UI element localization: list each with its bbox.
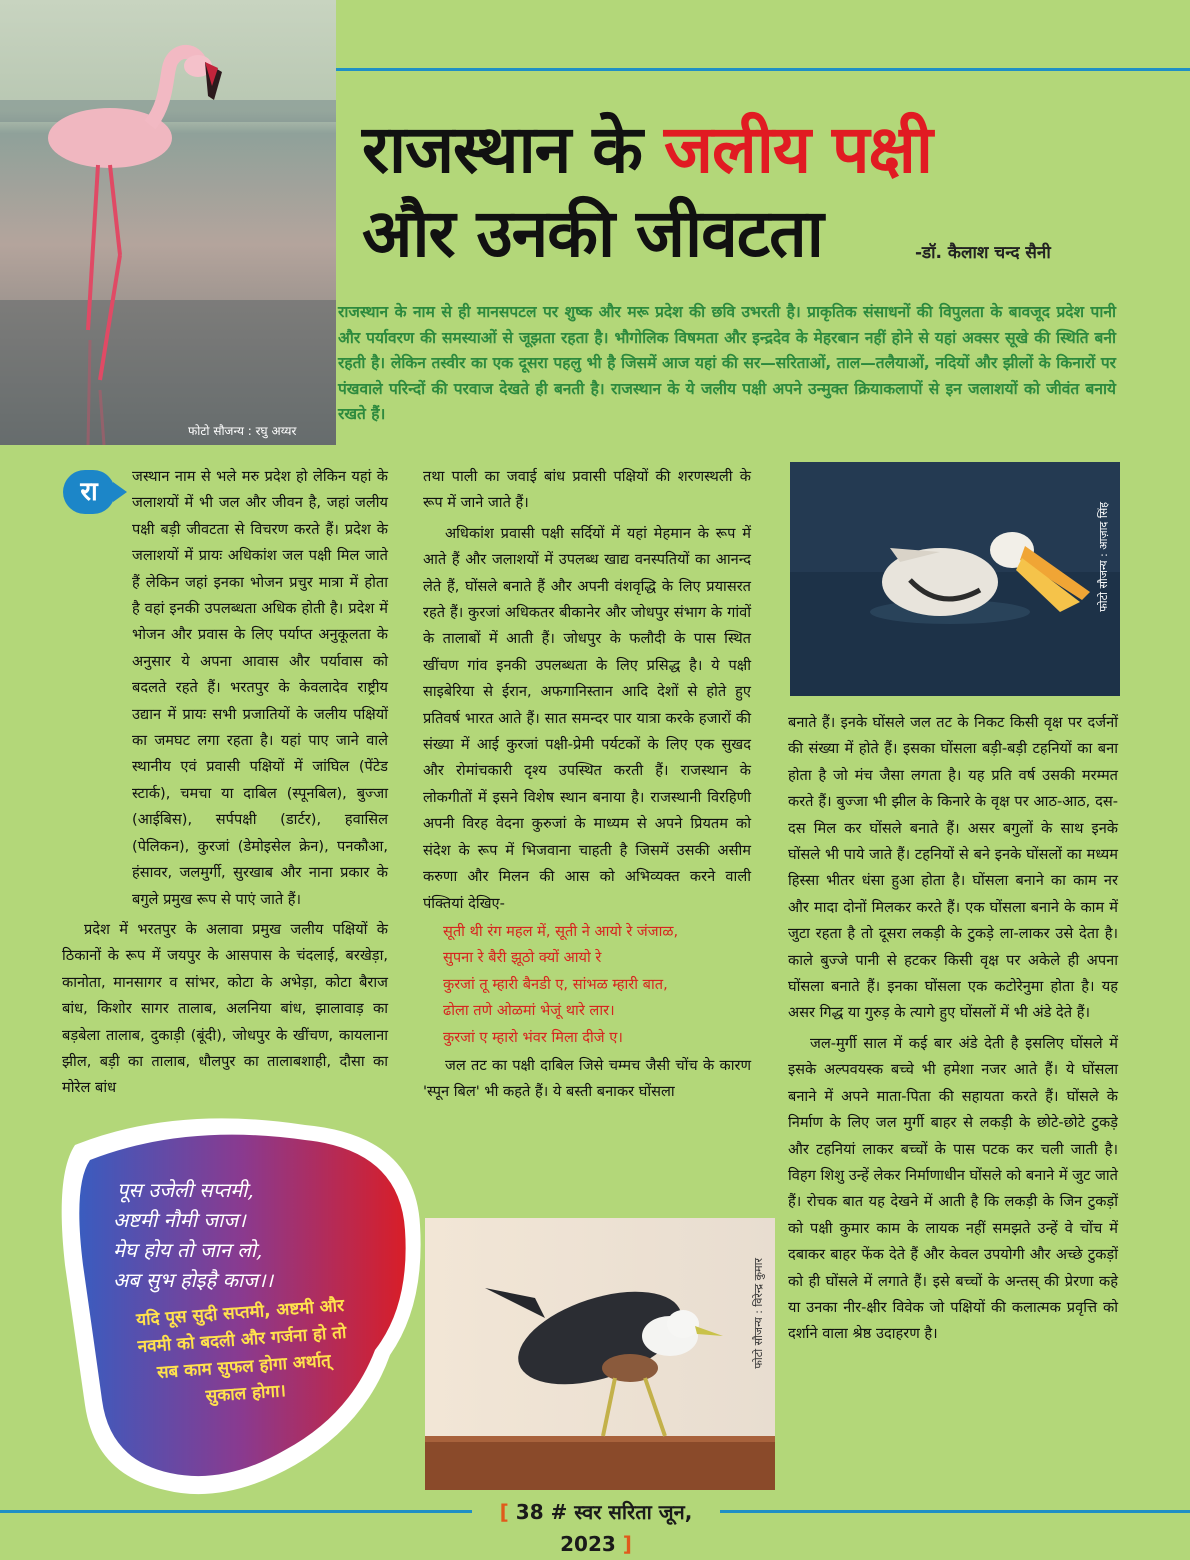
flamingo-photo (0, 0, 336, 445)
proverb-box (55, 1105, 435, 1525)
proverb-verse-line: मेघ होय तो जान लो, (113, 1238, 263, 1262)
author-byline: -डॉ. कैलाश चन्द सैनी (915, 243, 1051, 263)
col1-paragraph-1: जस्थान नाम से भले मरु प्रदेश हो लेकिन यहां के जलाशयों में भी जल और जीवन है, जहां जलीय पक्षी बड़ी जीवटता से विचरण करते हैं। प्रदेश के जलाशयों में प्रायः अधिकांश जल पक्षी मिल जाते हैं लेकिन जहां इनका भोजन प्रचुर मात्रा में होता है वहां इनकी उपलब्धता अधिक होती है। प्रदेश में भोजन और प्रवास के लिए पर्याप्त अनुकूलता के अनुसार ये अपना आवास और पर्यावास को बदलते रहते हैं। भरतपुर के केवलादेव राष्ट्रीय उद्यान में प्रायः सभी प्रजातियों के जलीय पक्षियों का जमघट लगा रहता है। यहां पाए जाने वाले स्थानीय एवं प्रवासी पक्षियों में जांघिल (पेंटेड स्टार्क), चमचा या दाबिल (स्पूनबिल), बुज्जा (आईबिस), सर्पपक्षी (डार्टर), हवासिल (पेलिकन), कुरजां (डेमोइसेल क्रेन), पनकौआ, हंसावर, जलमुर्गी, सुरखाब और नाना प्रकार के बगुले प्रमुख रूप से पाएं जाते हैं। (132, 468, 388, 908)
poem-line: सूती थी रंग महल में, सूती ने आयो रे जंजाळ, (443, 922, 679, 940)
drop-cap-letter: रा (80, 477, 98, 507)
col1-paragraph-2: प्रदेश में भरतपुर के अलावा प्रमुख जलीय पक्षियों के ठिकानों के रूप में जयपुर के आसपास के चंदलाई, बरखेड़ा, कानोता, मानसागर व सांभर, कोटा के अभेड़ा, कोटा बैराज बांध, किशोर सागर तालाब, अलनिया बांध, झालावाड़ का बड़बेला तालाब, दुकाड़ी (बूंदी), जोधपुर के खींचण, कायलाना झील, बड़ी का तालाब, धौलपुर का तालाबशाही, दौसा का मोरेल बांध (62, 920, 388, 1097)
col2-paragraph-2: अधिकांश प्रवासी पक्षी सर्दियों में यहां मेहमान के रूप में आते हैं और जलाशयों में उपलब्ध खाद्य वनस्पतियों का आनन्द लेते हैं, घोंसले बनाते हैं और अपनी वंशवृद्धि के लिए प्रयासरत रहते हैं। कुरजां अधिकतर बीकानेर और जोधपुर संभाग के गांवों के तालाबों में आती हैं। जोधपुर के फलौदी के पास स्थित खींचण गांव इनकी उपलब्धता के लिए प्रसिद्ध है। ये पक्षी साइबेरिया से ईरान, अफगानिस्तान आदि देशों से होते हुए प्रतिवर्ष भारत आते हैं। सात समन्दर पार यात्रा करके हजारों की संख्या में आई कुरजां पक्षी-प्रेमी पर्यटकों के लिए एक सुखद और रोमांचकारी दृश्य उपस्थित करती हैं। राजस्थान के लोकगीतों में इसने विशेष स्थान बनाया है। राजस्थानी विरहिणी अपनी विरह वेदना कुरुजां के माध्यम से अपने प्रियतम को संदेश के रूप में भिजवाना चाहती है जिसमें उसकी असीम करुणा और मिलन की आस को अभिव्यक्त करने वाली पंक्तियां देखिए- (423, 524, 751, 912)
col3-paragraph-2: जल-मुर्गी साल में कई बार अंडे देती है इसलिए घोंसले में इसके अल्पवयस्क बच्चे भी हमेशा नजर आते हैं। ये घोंसला बनाने में अपने माता-पिता की सहायता करते हैं। घोंसले के निर्माण के लिए जल मुर्गी बाहर से लकड़ी के छोटे-छोटे टुकड़े और टहनियां लाकर बच्चों के पास पटक कर चली जाती है। विहग शिशु उन्हें लेकर निर्माणाधीन घोंसले को बनाने में जुट जाते हैं। रोचक बात यह देखने में आती है कि लकड़ी के जिन टुकड़ों को पक्षी कुमार काम के लायक नहीं समझते उन्हें वे चोंच में दबाकर बाहर फेंक देते हैं और केवल उपयोगी और अच्छे टुकड़ों को ही घोंसले में लगाते हैं। इसे बच्चों के अन्तस् की प्रेरणा कहे या उनका नीर-क्षीर विवेक जो पक्षियों की कलात्मक प्रवृत्ति को दर्शाने वाला श्रेष्ठ उदाहरण है। (788, 1034, 1118, 1343)
folk-poem (443, 919, 751, 1051)
proverb-verse (113, 1175, 393, 1295)
poem-line: ढोला तणे ओळमां भेजूं थारे लार। (443, 1002, 615, 1020)
proverb-meaning-line: नवमी को बदली और गर्जना हो तो (137, 1322, 347, 1358)
poem-line: सुपना रे बैरी झूठो क्यों आयो रे (443, 949, 602, 967)
page-title-red: जलीय पक्षी (663, 111, 932, 188)
col3-paragraph-1: बनाते हैं। इनके घोंसले जल तट के निकट किसी वृक्ष पर दर्जनों की संख्या में होते हैं। इसका घोंसला बड़ी-बड़ी टहनियों का बना होता है जो मंच जैसा लगता है। यह प्रति वर्ष उसकी मरम्मत करते हैं। बुज्जा भी झील के किनारे के वृक्ष पर आठ-आठ, दस-दस मिल कर घोंसले बनाते हैं। असर बगुलों के साथ इनके घोंसले भी पाये जाते हैं। टहनियों से बने इनके घोंसलों का मध्यम हिस्सा भीतर धंसा हुआ होता है। घोंसला बनाने का काम नर और मादा दोनों मिलकर करते हैं। एक घोंसला बनाने के काम में जुटा रहता है तो दूसरा लकड़ी के टुकड़े ला-लाकर उसे देता है। काले बुज्जे पानी से हटकर किसी वृक्ष पर अकेले ही अपना घोंसला बनाते हैं। इनका घोंसला एक कटोरेनुमा होता है। यह असर गिद्ध या गुरुड़ के त्यागे हुए घोंसलों में भी अंडे देते हैं। (788, 714, 1118, 1022)
page-title-line1 (362, 110, 932, 190)
footer-rule-right (720, 1510, 1190, 1513)
proverb-verse-line: अब सुभ होइहै काज।। (113, 1268, 274, 1292)
col2-paragraph-3: जल तट का पक्षी दाबिल जिसे चम्मच जैसी चोंच के कारण 'स्पून बिल' भी कहते हैं। ये बस्ती बनाकर घोंसला (423, 1056, 751, 1101)
page-title-line2: और उनकी जीवटता (362, 195, 823, 272)
column-3 (788, 710, 1118, 1348)
page-footer (478, 1496, 714, 1556)
column-1 (62, 464, 388, 1102)
col2-paragraph-1: तथा पाली का जवाई बांध प्रवासी पक्षियों की शरणस्थली के रूप में जाने जाते हैं। (423, 468, 751, 512)
pelican-photo (790, 462, 1120, 696)
proverb-verse-line: अष्टमी नौमी जाज। (113, 1208, 246, 1232)
top-rule (335, 68, 1190, 71)
poem-line: कुरजां ए म्हारो भंवर मिला दीजे ए। (443, 1028, 623, 1046)
waterhen-photo (425, 1218, 775, 1490)
footer-text: 38 # स्वर सरिता जून, 2023 (515, 1500, 693, 1556)
pelican-photo-credit: फोटो सौजन्य : आज़ाद सिंह (1097, 502, 1110, 612)
proverb-meaning-line: सुकाल होगा। (205, 1381, 287, 1407)
waterhen-photo-credit: फोटो सौजन्य : विरेन्द्र कुमार (752, 1258, 765, 1369)
flamingo-photo-credit: फोटो सौजन्य : रघु अय्यर (188, 424, 297, 438)
proverb-meaning-line: यदि पूस सुदी सप्तमी, अष्टमी और (135, 1295, 345, 1331)
intro-paragraph: राजस्थान के नाम से ही मानसपटल पर शुष्क और मरू प्रदेश की छवि उभरती है। प्राकृतिक संसाधनों की विपुलता के बावजूद प्रदेश पानी और पर्यावरण की समस्याओं से जूझता रहता है। भौगोलिक विषमता और इन्द्रदेव के मेहरबान नहीं होने से यहां अक्सर सूखे की स्थिति बनी रहती है। लेकिन तस्वीर का एक दूसरा पहलु भी है जिसमें आज यहां की सर—सरिताओं, ताल—तलैयाओं, नदियों और झीलों के किनारों पर पंखवाले परिन्दों की परवाज देखते ही बनती है। राजस्थान के ये जलीय पक्षी अपने उन्मुक्त क्रियाकलापों से इन जलाशयों को जीवंत बनाये रखते हैं। (338, 303, 1116, 423)
footer-bracket-open: [ (499, 1500, 509, 1524)
page-title-black: राजस्थान के (362, 111, 664, 188)
proverb-meaning-line: सब काम सुफल होगा अर्थात् (156, 1350, 332, 1384)
column-2 (423, 464, 751, 1106)
proverb-verse-line: पूस उजेली सप्तमी, (117, 1178, 254, 1202)
proverb-meaning (90, 1290, 397, 1419)
poem-line: कुरजां तू म्हारी बैनडी ए, सांभळ म्हारी बात, (443, 975, 668, 993)
footer-bracket-close: ] (622, 1532, 632, 1556)
